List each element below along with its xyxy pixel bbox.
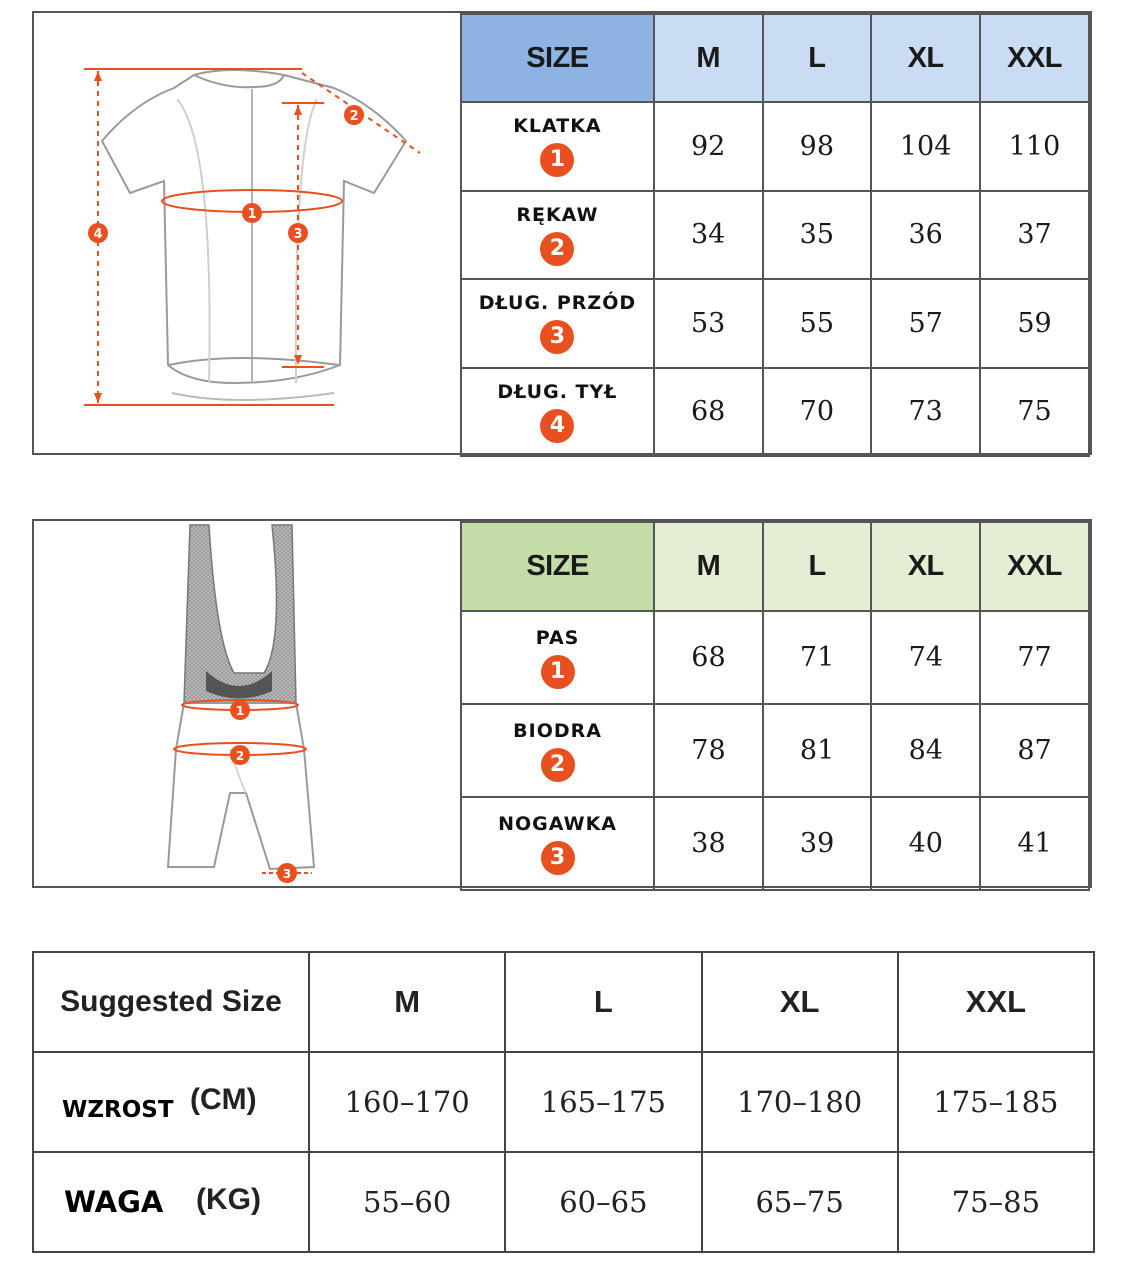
value: 60–65 bbox=[559, 1185, 648, 1219]
value: 38 bbox=[691, 828, 726, 859]
value: 170–180 bbox=[737, 1085, 863, 1119]
row-label: RĘKAW bbox=[516, 203, 599, 226]
table-row bbox=[33, 1152, 1094, 1252]
height-label-wrap bbox=[34, 1053, 308, 1151]
value: 59 bbox=[1017, 307, 1052, 339]
size-col-xl bbox=[702, 952, 898, 1052]
value: 36 bbox=[908, 219, 943, 251]
size-header-label: SIZE bbox=[526, 550, 589, 582]
size-l-label: L bbox=[808, 41, 826, 74]
table-row bbox=[461, 704, 1089, 797]
value-cell bbox=[763, 102, 872, 191]
value: 40 bbox=[908, 828, 943, 859]
value-cell bbox=[309, 1052, 505, 1152]
value: 65–75 bbox=[755, 1185, 844, 1219]
value-cell bbox=[898, 1152, 1094, 1252]
value: 165–175 bbox=[540, 1085, 666, 1119]
row-label: KLATKA bbox=[513, 115, 602, 138]
value-cell bbox=[763, 191, 872, 280]
value: 92 bbox=[691, 130, 726, 162]
badge-icon: 3 bbox=[540, 320, 574, 354]
badge-icon: 1 bbox=[540, 143, 574, 177]
value-cell bbox=[763, 797, 872, 890]
size-col-xxl bbox=[898, 952, 1094, 1052]
size-l-label: L bbox=[808, 550, 826, 582]
bib-table bbox=[460, 521, 1090, 891]
value-cell bbox=[763, 368, 872, 457]
value-cell bbox=[871, 704, 980, 797]
suggested-title-cell bbox=[33, 952, 309, 1052]
size-xxl-label: XXL bbox=[1007, 550, 1062, 582]
bib-marker-2: 2 bbox=[235, 749, 245, 763]
height-unit: (CM) bbox=[190, 1083, 257, 1116]
size-col-m bbox=[654, 522, 763, 611]
value-cell bbox=[871, 611, 980, 704]
badge-icon: 4 bbox=[540, 409, 574, 443]
bib-marker-1: 1 bbox=[235, 704, 245, 718]
value-cell bbox=[654, 191, 763, 280]
row-label: DŁUG. TYŁ bbox=[497, 380, 618, 403]
value-cell bbox=[505, 1052, 701, 1152]
row-label-cell bbox=[33, 1052, 309, 1152]
value-cell bbox=[980, 102, 1089, 191]
value-cell bbox=[763, 611, 872, 704]
header-row bbox=[461, 522, 1089, 611]
value: 87 bbox=[1017, 735, 1052, 766]
table-row bbox=[461, 797, 1089, 890]
value: 39 bbox=[799, 828, 835, 859]
value-cell bbox=[309, 1152, 505, 1252]
value: 78 bbox=[691, 735, 726, 766]
header-row bbox=[461, 14, 1089, 102]
value: 55–60 bbox=[362, 1185, 452, 1219]
size-xl-label: XL bbox=[907, 41, 944, 74]
value-cell bbox=[654, 102, 763, 191]
bib-shorts-diagram bbox=[34, 521, 460, 886]
value-cell bbox=[871, 102, 980, 191]
size-l-label: L bbox=[593, 984, 613, 1019]
value-cell bbox=[763, 279, 872, 368]
size-xl-label: XL bbox=[907, 550, 944, 582]
value: 104 bbox=[899, 130, 952, 162]
value: 37 bbox=[1017, 219, 1052, 251]
value-cell bbox=[702, 1152, 898, 1252]
badge-icon: 3 bbox=[541, 841, 575, 875]
suggested-size-table bbox=[32, 951, 1095, 1253]
badge-icon: 2 bbox=[541, 748, 575, 782]
value-cell bbox=[871, 797, 980, 890]
size-col-xl bbox=[871, 522, 980, 611]
value-cell bbox=[898, 1052, 1094, 1152]
weight-label: WAGA bbox=[64, 1185, 164, 1219]
value-cell bbox=[654, 704, 763, 797]
jersey-marker-4: 4 bbox=[93, 227, 103, 242]
size-xl-label: XL bbox=[779, 984, 820, 1019]
value: 53 bbox=[691, 307, 726, 339]
value-cell bbox=[980, 797, 1089, 890]
size-col-xxl bbox=[980, 14, 1089, 102]
table-row bbox=[461, 368, 1089, 457]
height-label: WZROST bbox=[62, 1097, 174, 1123]
value: 110 bbox=[1008, 130, 1061, 162]
size-col-l bbox=[763, 522, 872, 611]
row-label: DŁUG. PRZÓD bbox=[478, 292, 637, 315]
jersey-size-chart bbox=[32, 11, 1092, 455]
size-col-xxl bbox=[980, 522, 1089, 611]
value-cell bbox=[871, 279, 980, 368]
value: 41 bbox=[1017, 828, 1052, 859]
row-label-cell bbox=[33, 1152, 309, 1252]
row-label: BIODRA bbox=[513, 719, 602, 742]
row-label-cell bbox=[461, 191, 654, 280]
table-row bbox=[461, 279, 1089, 368]
size-col-xl bbox=[871, 14, 980, 102]
value-cell bbox=[871, 191, 980, 280]
value: 74 bbox=[908, 642, 943, 673]
value-cell bbox=[980, 191, 1089, 280]
size-m-label: M bbox=[696, 41, 721, 74]
value: 70 bbox=[799, 396, 835, 428]
value: 73 bbox=[908, 396, 943, 428]
jersey-marker-2: 2 bbox=[349, 109, 359, 124]
value: 68 bbox=[691, 642, 726, 673]
table-row bbox=[461, 102, 1089, 191]
row-label-cell bbox=[461, 368, 654, 457]
value-cell bbox=[702, 1052, 898, 1152]
value-cell bbox=[871, 368, 980, 457]
value: 77 bbox=[1017, 642, 1052, 673]
value: 98 bbox=[799, 130, 835, 162]
row-label-cell bbox=[461, 102, 654, 191]
size-xxl-label: XXL bbox=[1007, 41, 1062, 74]
row-label: PAS bbox=[535, 626, 580, 649]
value-cell bbox=[654, 279, 763, 368]
jersey-table bbox=[460, 13, 1090, 457]
suggested-title: Suggested Size bbox=[60, 985, 282, 1018]
row-label-cell bbox=[461, 279, 654, 368]
table-row bbox=[461, 611, 1089, 704]
size-m-label: M bbox=[696, 550, 721, 582]
value: 160–170 bbox=[344, 1085, 470, 1119]
jersey-marker-1: 1 bbox=[247, 207, 257, 222]
value-cell bbox=[505, 1152, 701, 1252]
value-cell bbox=[980, 704, 1089, 797]
value: 84 bbox=[908, 735, 943, 766]
size-m-label: M bbox=[394, 984, 421, 1019]
value: 68 bbox=[691, 396, 726, 428]
size-col-m bbox=[309, 952, 505, 1052]
jersey-diagram bbox=[34, 13, 460, 453]
weight-label-wrap bbox=[34, 1153, 308, 1251]
table-row bbox=[461, 191, 1089, 280]
value: 81 bbox=[799, 735, 835, 766]
value: 35 bbox=[799, 219, 835, 251]
table-row bbox=[33, 1052, 1094, 1152]
bib-size-chart bbox=[32, 519, 1092, 888]
value: 75–85 bbox=[951, 1185, 1041, 1219]
value-cell bbox=[654, 797, 763, 890]
size-header-label: SIZE bbox=[526, 41, 589, 74]
value: 57 bbox=[908, 307, 943, 339]
value: 75 bbox=[1017, 396, 1052, 428]
value-cell bbox=[763, 704, 872, 797]
value-cell bbox=[980, 368, 1089, 457]
size-header bbox=[461, 14, 654, 102]
badge-icon: 2 bbox=[540, 232, 574, 266]
size-col-l bbox=[505, 952, 701, 1052]
row-label-cell bbox=[461, 611, 654, 704]
value-cell bbox=[980, 611, 1089, 704]
badge-icon: 1 bbox=[541, 655, 575, 689]
size-header bbox=[461, 522, 654, 611]
header-row bbox=[33, 952, 1094, 1052]
value: 34 bbox=[691, 219, 726, 251]
value-cell bbox=[654, 611, 763, 704]
row-label-cell bbox=[461, 797, 654, 890]
row-label: NOGAWKA bbox=[498, 812, 618, 835]
size-col-l bbox=[763, 14, 872, 102]
value: 55 bbox=[799, 307, 835, 339]
row-label-cell bbox=[461, 704, 654, 797]
jersey-marker-3: 3 bbox=[293, 227, 303, 242]
weight-unit: (KG) bbox=[196, 1183, 261, 1216]
value: 71 bbox=[799, 642, 835, 673]
size-xxl-label: XXL bbox=[965, 984, 1027, 1019]
bib-marker-3: 3 bbox=[282, 867, 292, 881]
size-col-m bbox=[654, 14, 763, 102]
value: 175–185 bbox=[933, 1085, 1059, 1119]
value-cell bbox=[980, 279, 1089, 368]
value-cell bbox=[654, 368, 763, 457]
